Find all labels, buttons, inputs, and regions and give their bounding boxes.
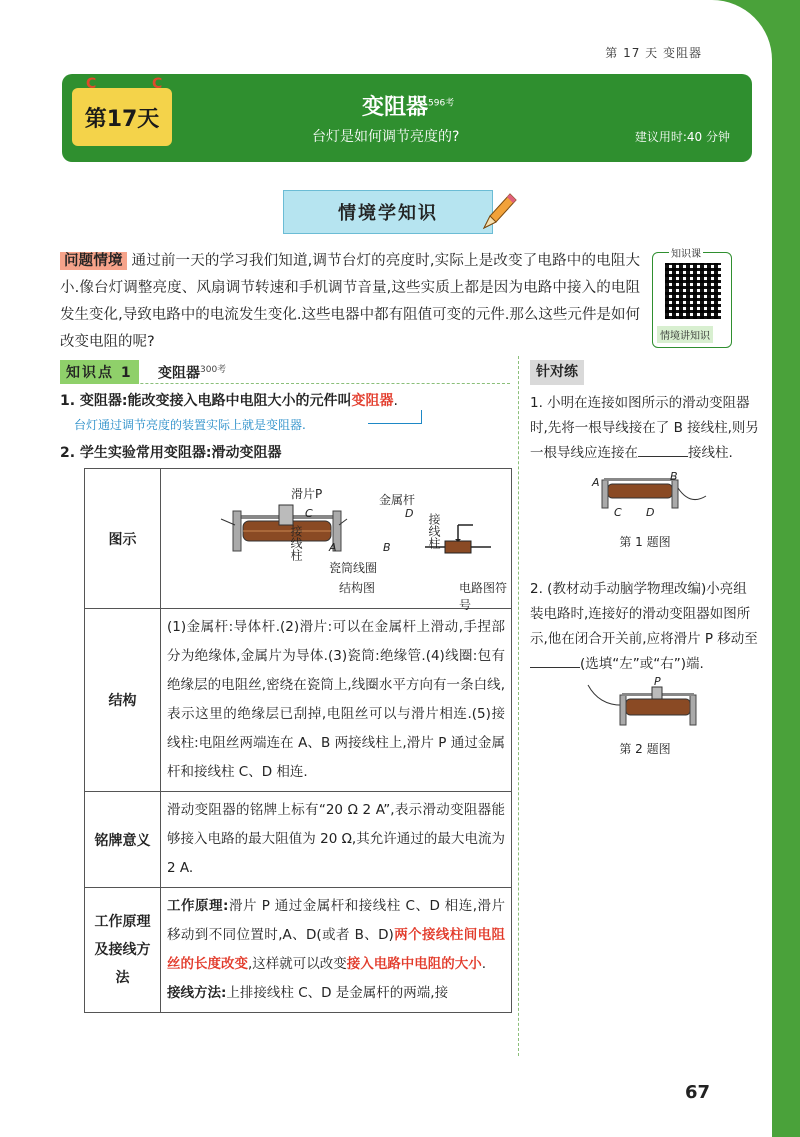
c-mark-left: C — [86, 76, 97, 92]
row-head-nameplate: 铭牌意义 — [85, 792, 161, 888]
figure-2 — [530, 677, 760, 737]
day-badge — [72, 76, 172, 146]
highlight-resistance-change: 接入电路中电阻的大小 — [346, 956, 482, 972]
question-1: 1. 小明在连接如图所示的滑动变阻器时,先将一根导线接在了 B 接线柱,则另一根导线应连接在 接线柱. — [530, 395, 759, 461]
label-rod: 金属杆 — [379, 493, 416, 507]
pencil-icon — [478, 188, 518, 232]
blank-1[interactable] — [638, 443, 688, 457]
row-head-structure: 结构 — [85, 609, 161, 792]
running-header: 第 17 天 变阻器 — [605, 46, 702, 60]
suggested-time: 建议用时:40 分钟 — [634, 130, 730, 144]
label-structure-caption: 结构图 — [339, 581, 376, 595]
note-arrow — [368, 410, 422, 424]
knowledge-point-bar — [60, 360, 510, 384]
day-label: 第17天 — [84, 106, 160, 132]
intro-paragraph — [60, 248, 640, 356]
practice-tag: 针对练 — [530, 360, 584, 385]
knowledge-point-tag: 知识点 1 — [60, 360, 139, 384]
label-symbol-caption: 电路图符号 — [459, 581, 508, 612]
highlight-length-change: 两个接线柱间电阻丝的长度改变 — [167, 927, 506, 972]
intro-text: 通过前一天的学习我们知道,调节台灯的亮度时,实际上是改变了电路中的电阻大小.像台灯调整亮度、风扇调节转速和手机调节音量,这些实质上都是因为电路中接入的电阻发生变化,导致电路中的电流发生变化.这些电器中都有阻值可变的元件.那么这些元件是如何改变电阻的呢? — [60, 253, 641, 350]
page-number: 67 — [684, 1082, 710, 1103]
label-b: B — [383, 541, 391, 554]
fig1-label-c: C — [614, 506, 622, 519]
term-rheostat: 变阻器 — [351, 393, 394, 409]
question-2: 2. (教材动手动脑学物理改编)小亮组装电路时,连接好的滑动变阻器如图所示,他在闭合开关前,应将滑片 P 移动至(选填“左”或“右”)端. — [530, 581, 758, 672]
method-text: 上排接线柱 C、D 是金属杆的两端,接 — [226, 985, 449, 1001]
problem-situation-tag: 问题情境 — [60, 252, 127, 270]
lesson-subtitle: 台灯是如何调节亮度的? — [312, 129, 460, 145]
figure-1-caption: 第 1 题图 — [619, 535, 671, 549]
rheostat-table — [84, 468, 512, 1013]
column-divider — [518, 356, 519, 1056]
figure-1 — [530, 466, 760, 530]
row-head-figure: 图示 — [85, 469, 161, 609]
nameplate-text: 滑动变阻器的铭牌上标有“20 Ω 2 A”,表示滑动变阻器能够接入电路的最大阻值为 20 Ω,其允许通过的最大电流为 2 A. — [161, 792, 512, 888]
row-head-principle: 工作原理及接线方法 — [85, 888, 161, 1013]
figure-cell — [161, 469, 512, 612]
structure-text: (1)金属杆:导体杆.(2)滑片:可以在金属杆上滑动,手捏部分为绝缘体,金属片为导体.(3)瓷筒:绝缘管.(4)线圈:包有绝缘层的电阻丝,密绕在瓷筒上,线圈水平方向有一条白线,表示这里的绝缘层已刮掉,电阻丝可以与滑片相连.(5)接线柱:电阻丝两端连在 A、B 两接线柱上,滑片 P 通过金属杆和接线柱 C、D 相连. — [161, 609, 512, 792]
item-1: 1. 变阻器:能改变接入电路中电阻大小的元件叫变阻器. — [60, 393, 398, 409]
figure-2-caption: 第 2 题图 — [619, 742, 671, 756]
blank-2[interactable] — [530, 654, 580, 668]
qr-code-icon — [665, 263, 721, 319]
label-a: A — [329, 541, 337, 554]
label-post-right: 接线柱 — [427, 513, 441, 549]
qr-bottom-label: 情境讲知识 — [657, 326, 713, 343]
label-d: D — [405, 507, 414, 520]
lesson-header — [62, 74, 752, 162]
fig2-label-p: P — [654, 675, 661, 688]
label-c: C — [305, 507, 313, 520]
figure-1-rheostat — [530, 466, 760, 530]
qr-top-label: 知识课 — [669, 245, 703, 260]
section-title: 情境学知识 — [283, 190, 493, 234]
knowledge-point-name: 变阻器$^{300考}$ — [158, 365, 227, 382]
label-coil: 瓷筒线圈 — [329, 561, 378, 575]
fig1-label-b: B — [670, 470, 678, 483]
label-slider: 滑片P — [291, 487, 323, 501]
practice-column — [530, 360, 760, 762]
figure-2-rheostat — [530, 677, 760, 737]
lesson-title: 变阻器$^{596考}$ — [362, 95, 455, 120]
fig1-label-d: D — [646, 506, 655, 519]
title-count: 596考 — [428, 98, 455, 109]
side-note: 台灯通过调节亮度的装置实际上就是变阻器. — [74, 418, 306, 432]
label-post-left: 接线柱 — [289, 525, 303, 561]
fig1-label-a: A — [592, 476, 600, 489]
c-mark-right: C — [152, 76, 163, 92]
qr-card[interactable] — [652, 249, 732, 348]
item-2: 2. 学生实验常用变阻器:滑动变阻器 — [60, 445, 282, 461]
principle-text: 工作原理:滑片 P 通过金属杆和接线柱 C、D 相连,滑片移动到不同位置时,A、D(或者 B、D)两个接线柱间电阻丝的长度改变,这样就可以改变接入电路中电阻的大小. 接线方法:上排接线柱 C、D 是金属杆的两端,接 — [161, 888, 512, 1013]
